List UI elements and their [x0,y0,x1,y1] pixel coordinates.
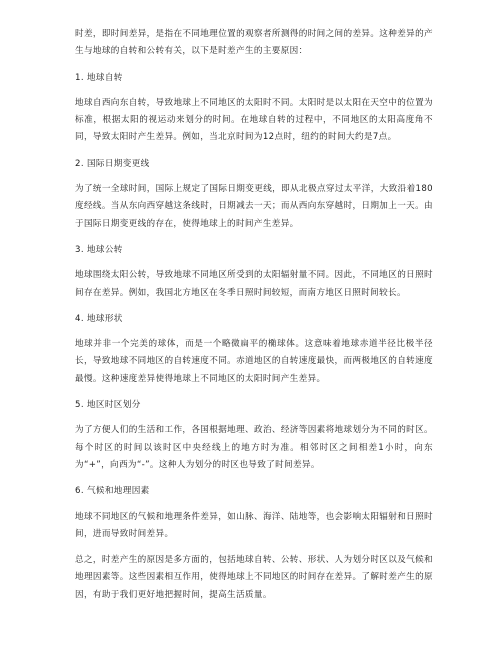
spacer [75,302,433,311]
document-page [75,26,433,604]
section-2-heading: 2. 国际日期变更线 [75,158,150,169]
section-4-heading: 4. 地球形状 [75,313,123,324]
section-3-heading: 3. 地球公转 [75,244,123,255]
spacer [75,259,433,267]
spacer [75,501,433,509]
spacer [75,388,433,397]
section-2-body: 为了统一全球时间，国际上规定了国际日期变更线，即从北极点穿过太平洋，大致沿着180度经线。当从东向西穿越这条线时，日期减去一天；而从西向东穿越时，日期加上一天。由于国际日期变更线的存在，使得地球上的时间产生差异。 [75,184,433,229]
section-6-body: 地球不同地区的气候和地理条件差异，如山脉、海洋、陆地等，也会影响太阳辐射和日照时间，进而导致时间差异。 [75,511,433,539]
spacer [75,147,433,156]
spacer [75,61,433,70]
intro-paragraph: 时差，即时间差异，是指在不同地理位置的观察者所测得的时间之间的差异。这种差异的产生与地球的自转和公转有关，以下是时差产生的主要原因： [75,29,433,57]
spacer [75,328,433,336]
section-5-heading: 5. 地区时区划分 [75,400,141,411]
spacer [75,87,433,95]
section-5-body: 为了方便人们的生活和工作，各国根据地理、政治、经济等因素将地球划分为不同的时区。每个时区的时间以该时区中央经线上的地方时为准。相邻时区之间相差1小时，向东为“+”，向西为“-”。这种人为划分的时区也导致了时间差异。 [75,425,433,470]
section-6-heading: 6. 气候和地理因素 [75,486,150,497]
section-1-body: 地球自西向东自转，导致地球上不同地区的太阳时不同。太阳时是以太阳在天空中的位置为标准，根据太阳的视运动来划分的时间。在地球自转的过程中，不同地区的太阳高度角不同，导致太阳时产生差异。例如，当北京时间为12点时，纽约的时间大约是7点。 [75,97,433,143]
section-4-body: 地球并非一个完美的球体，而是一个略微扁平的椭球体。这意味着地球赤道半径比极半径长，导致地球不同地区的自转速度不同。赤道地区的自转速度最快，而两极地区的自转速度最慢。这种速度差异使得地球上不同地区的太阳时间产生差异。 [75,339,433,384]
spacer [75,474,433,483]
spacer [75,173,433,181]
conclusion-paragraph: 总之，时差产生的原因是多方面的，包括地球自转、公转、形状、人为划分时区以及气候和地理因素等。这些因素相互作用，使得地球上不同地区的时间存在差异。了解时差产生的原因，有助于我们更好地把握时间，提高生活质量。 [75,555,433,600]
section-1-heading: 1. 地球自转 [75,72,123,83]
spacer [75,543,433,552]
section-3-body: 地球围绕太阳公转，导致地球不同地区所受到的太阳辐射量不同。因此，不同地区的日照时间存在差异。例如，我国北方地区在冬季日照时间较短，而南方地区日照时间较长。 [75,270,433,298]
spacer [75,414,433,422]
spacer [75,233,433,242]
